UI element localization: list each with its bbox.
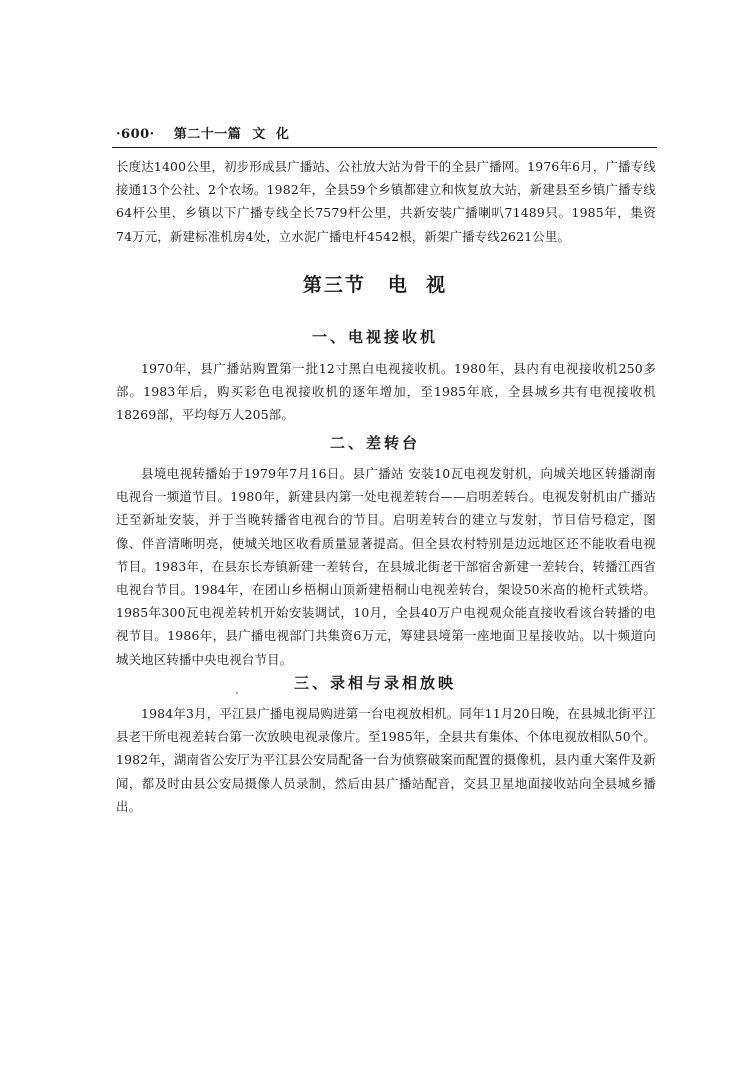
section-heading bbox=[0, 270, 750, 297]
header-rule bbox=[112, 147, 657, 148]
subsection-heading-3: 三、录相与录相放映 bbox=[293, 674, 456, 692]
subsection-text-block-1 bbox=[116, 357, 656, 427]
section-label: 第三节 bbox=[302, 274, 366, 296]
page-number: ·600· bbox=[116, 127, 155, 142]
subsection-paragraph-1: 1970年，县广播站购置第一批12寸黑白电视接收机。1980年，县内有电视接收机250多部。1983年后，购买彩色电视接收机的逐年增加，至1985年底，全县城乡共有电视接收机18269部，平均每万人205部。 bbox=[116, 361, 656, 423]
scan-speck bbox=[236, 692, 238, 694]
subsection-paragraph-2: 县境电视转播始于1979年7月16日。县广播站 安装10瓦电视发射机，向城关地区转播湖南电视台一频道节目。1980年，新建县内第一处电视差转台——启明差转台。电视发射机由广播站迁至新址安装，并于当晚转播省电视台的节目。启明差转台的建立与发射，节目信号稳定，图像、伴音清晰明亮，使城关地区收看质量显著提高。但全县农村特别是边远地区还不能收看电视节目。1983年，在县东长寿镇新建一差转台，在县城北街老干部宿舍新建一差转台，转播江西省电视台节目。1984年，在团山乡梧桐山顶新建梧桐山电视差转台，架设50米高的桅杆式铁塔。1985年300瓦电视差转机开始安装调试，10月，全县40万户电视观众能直接收看该台转播的电视节目。1986年，县广播电视部门共集资6万元，筹建县境第一座地面卫星接收站。以十频道向城关地区转播中央电视台节目。 bbox=[116, 466, 656, 667]
chapter-label: 第二十一篇 bbox=[173, 127, 242, 142]
running-header bbox=[116, 123, 289, 142]
subsection-heading-1: 一、电视接收机 bbox=[311, 328, 438, 346]
subsection-text-block-2 bbox=[116, 462, 656, 671]
intro-text-block bbox=[116, 155, 656, 248]
subsection-paragraph-3: 1984年3月，平江县广播电视局购进第一台电视放相机。同年11月20日晚，在县城北街平江县老干所电视差转台第一次放映电视录像片。至1985年，全县共有集体、个体电视放相队50个。1982年，湖南省公安厅为平江县公安局配备一台为侦察破案而配置的摄像机，县内重大案件及新闻，都及时由县公安局摄像人员录制，然后由县广播站配音，交县卫星地面接收站向全县城乡播出。 bbox=[116, 706, 656, 814]
intro-paragraph: 长度达1400公里，初步形成县广播站、公社放大站为骨干的全县广播网。1976年6月，广播专线接通13个公社、2个农场。1982年，全县59个乡镇都建立和恢复放大站，新建县至乡镇广播专线64杆公里，乡镇以下广播专线全长7579杆公里，共新安装广播喇叭71489只。1985年，集资74万元，新建标准机房4处，立水泥广播电杆4542根，新架广播专线2621公里。 bbox=[116, 159, 656, 244]
subsection-text-block-3 bbox=[116, 702, 656, 818]
section-name: 电 视 bbox=[387, 274, 448, 296]
chapter-title: 文 化 bbox=[252, 127, 290, 142]
subsection-heading-2: 二、差转台 bbox=[329, 434, 420, 452]
